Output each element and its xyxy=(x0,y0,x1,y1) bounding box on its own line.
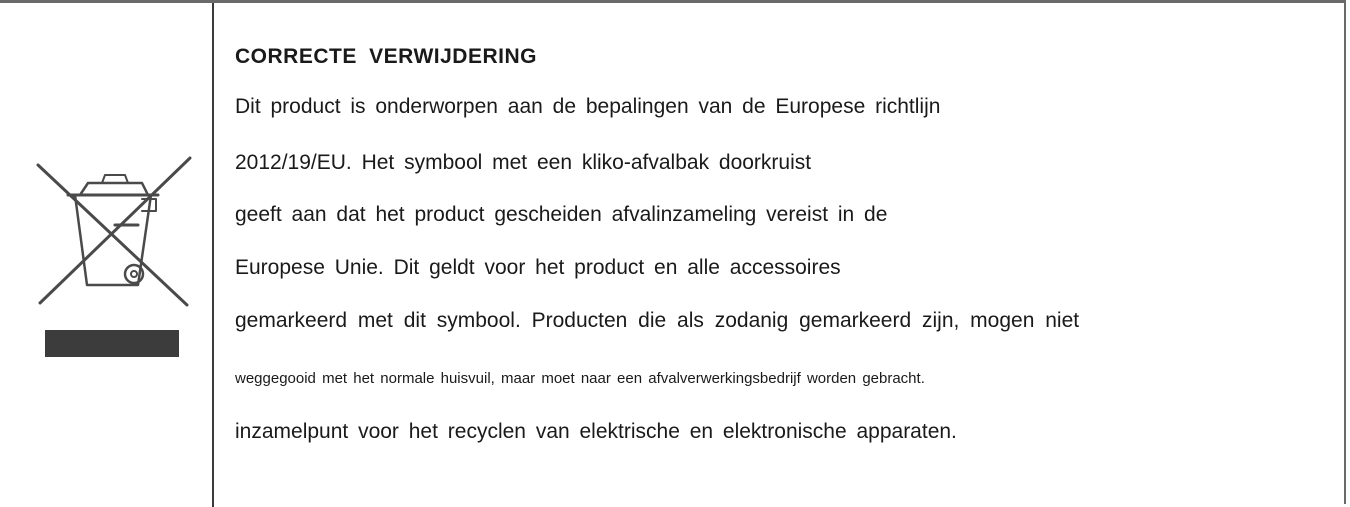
crossed-out-wheelie-bin-icon xyxy=(30,153,195,313)
notice-line-4: Europese Unie. Dit geldt voor het product en alle accessoires xyxy=(235,256,841,279)
notice-line-5: gemarkeerd met dit symbool. Producten die als zodanig gemarkeerd zijn, mogen niet xyxy=(235,309,1080,332)
notice-text xyxy=(235,3,1335,507)
notice-line-3: geeft aan dat het product gescheiden afvalinzameling vereist in de xyxy=(235,203,888,226)
notice-line-2: 2012/19/EU. Het symbool met een kliko-afvalbak doorkruist xyxy=(235,151,812,174)
notice-line-6: weggegooid met het normale huisvuil, maar moet naar een afvalverwerkingsbedrijf worden gebracht. xyxy=(235,370,925,387)
notice-line-1: Dit product is onderworpen aan de bepalingen van de Europese richtlijn xyxy=(235,95,941,118)
notice-heading: CORRECTE VERWIJDERING xyxy=(235,45,537,68)
column-divider xyxy=(212,3,214,507)
weee-marking-bar xyxy=(45,330,179,357)
notice-line-7: inzamelpunt voor het recyclen van elektrische en elektronische apparaten. xyxy=(235,420,957,443)
weee-symbol-cell xyxy=(0,3,212,507)
